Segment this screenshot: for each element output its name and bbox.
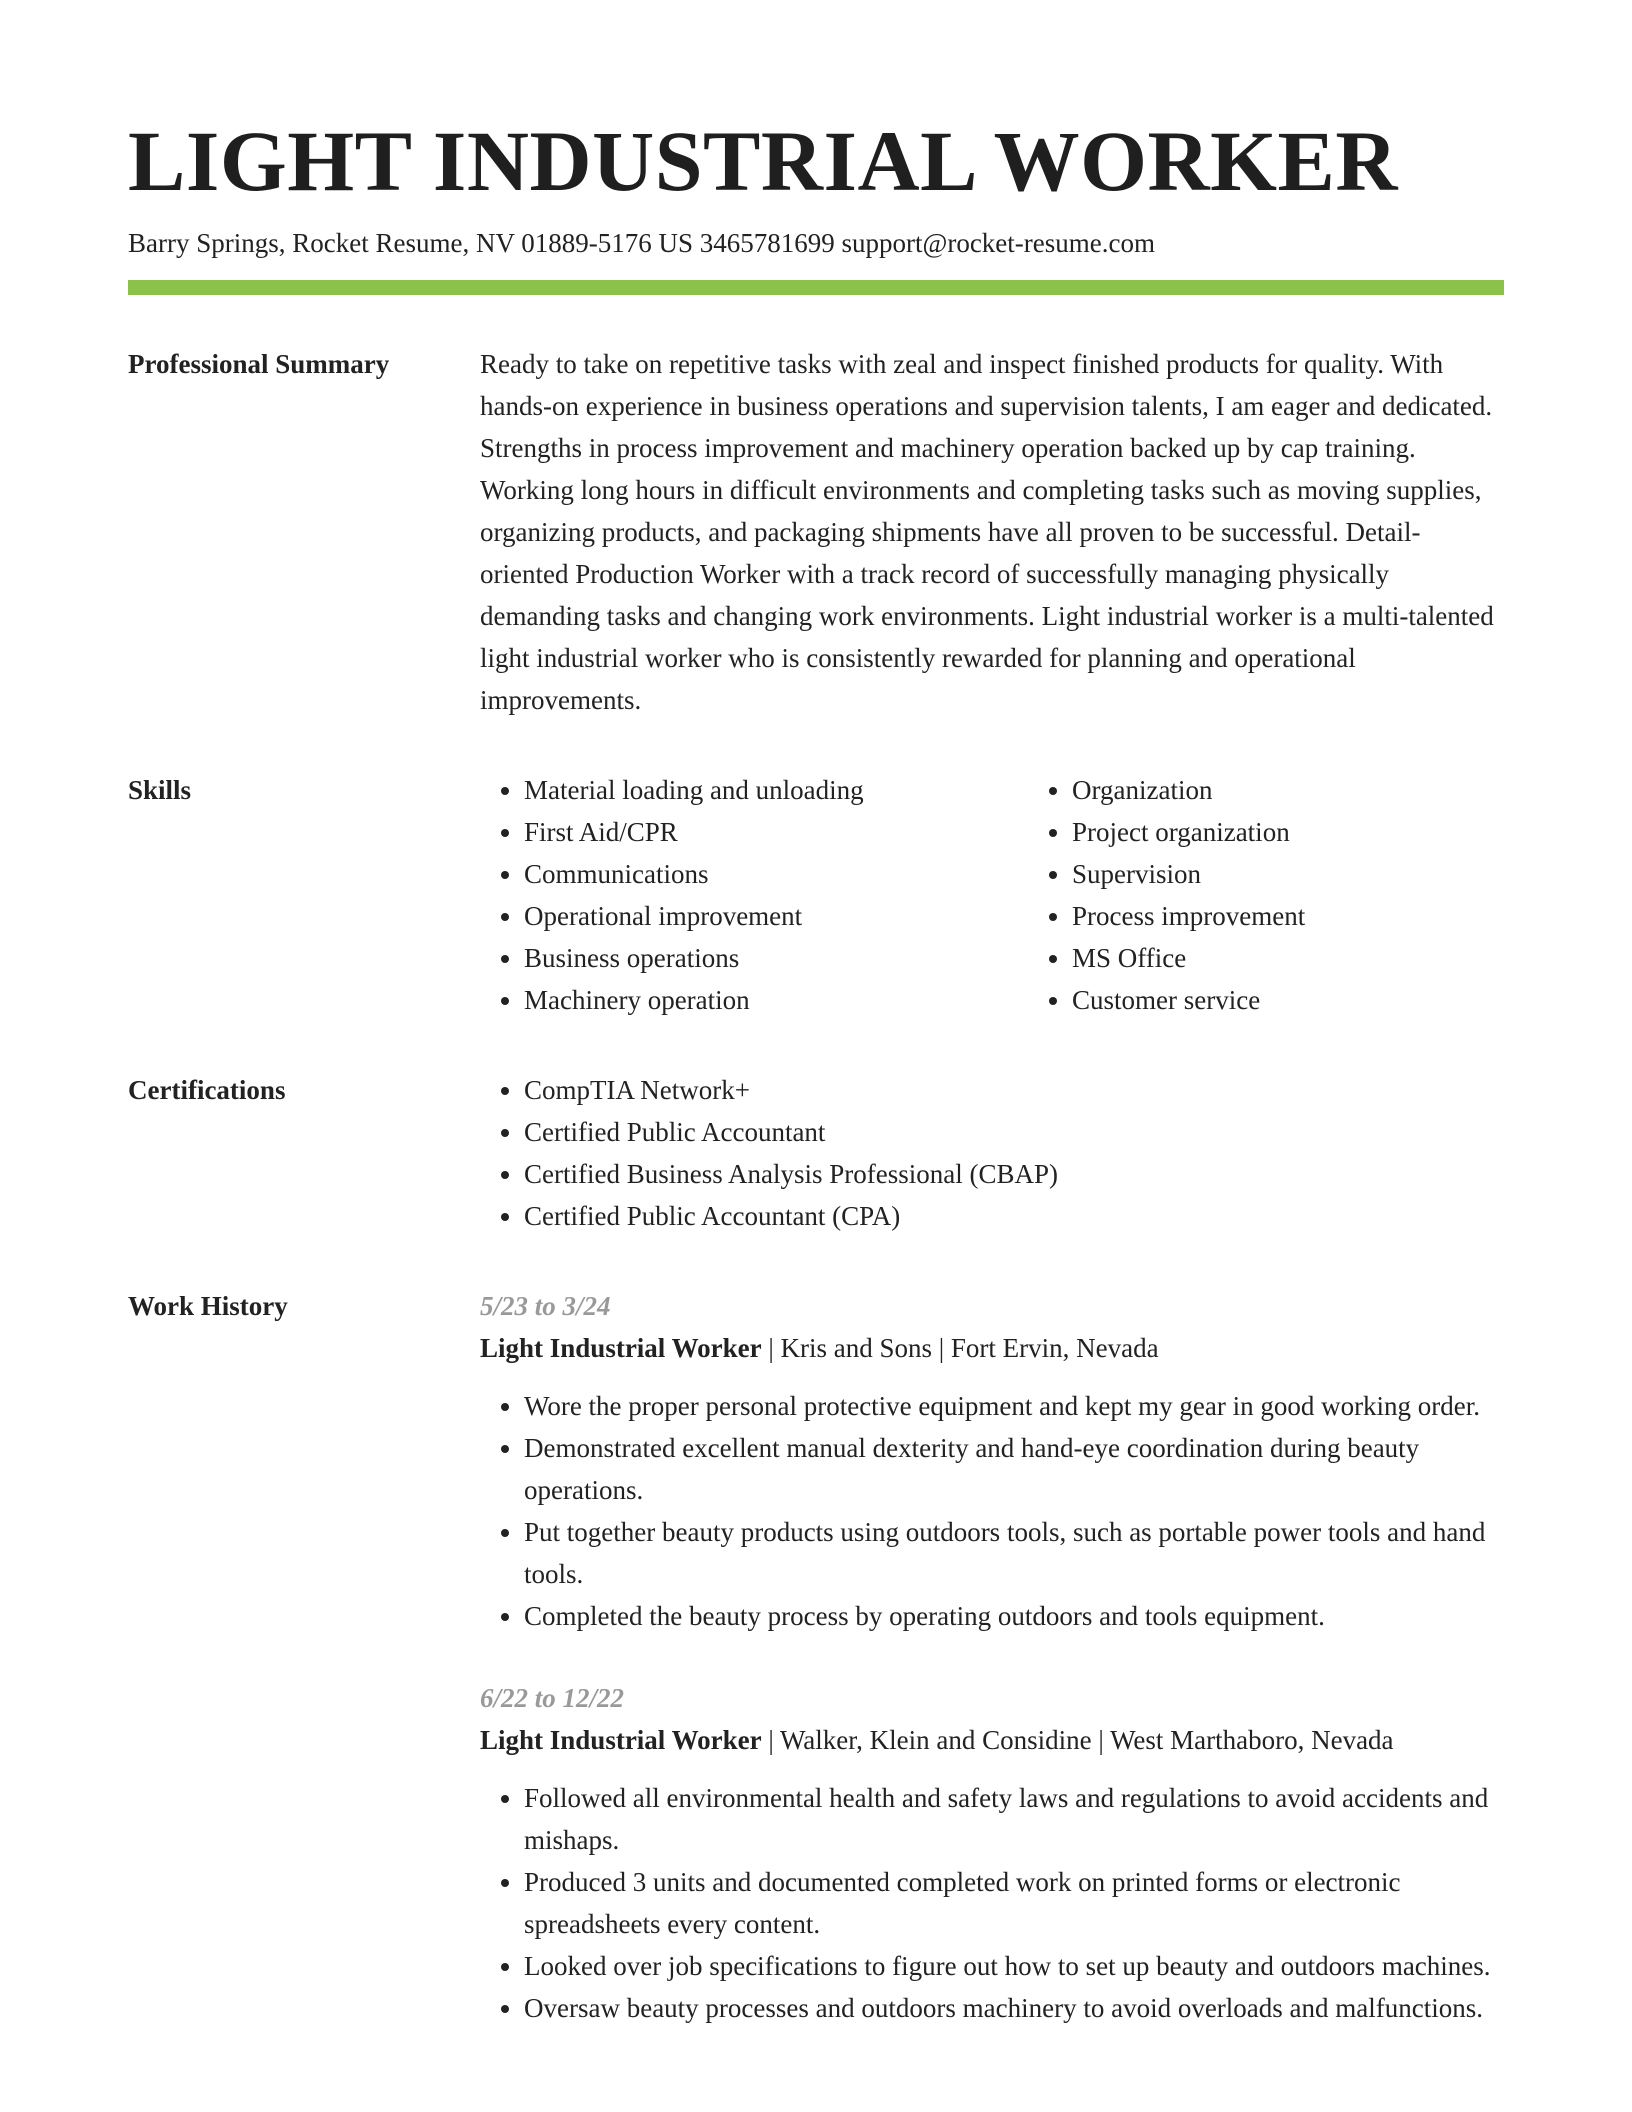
- job-bullet: • Demonstrated excellent manual dexterity and hand-eye coordination during beauty operations.: [524, 1427, 1504, 1511]
- job-bullets: [480, 1385, 1504, 1637]
- skill-item: • MS Office: [1072, 937, 1504, 979]
- section-heading: Certifications: [128, 1075, 286, 1105]
- skill-item: • Operational improvement: [524, 895, 1028, 937]
- contact-info: Barry Springs, Rocket Resume, NV 01889-5176 US 3465781699 support@rocket-resume.com: [128, 228, 1155, 258]
- summary-text: Ready to take on repetitive tasks with zeal and inspect finished products for quality. With hands-on experience in business operations and supervision talents, I am eager and dedicated. Strengths in process improvement and machinery operation backed up by cap training. Working long hours in difficult environments and completing tasks such as moving supplies, organizing products, and packaging shipments have all proven to be successful. Detail-oriented Production Worker with a track record of successfully managing physically demanding tasks and changing work environments. Light industrial worker is a multi-talented light industrial worker who is consistently rewarded for planning and operational improvements.: [480, 349, 1494, 715]
- section-heading: Skills: [128, 775, 192, 805]
- certification-item: • Certified Business Analysis Professional (CBAP): [524, 1153, 1504, 1195]
- job-bullet: • Looked over job specifications to figure out how to set up beauty and outdoors machines.: [524, 1945, 1504, 1987]
- job-dates: 6/22 to 12/22: [480, 1683, 625, 1713]
- job-bullets: [480, 1777, 1504, 2029]
- section-heading: Work History: [128, 1291, 288, 1321]
- certification-item: • Certified Public Accountant: [524, 1111, 1504, 1153]
- job-heading: [480, 1327, 1504, 1369]
- skill-item: • Business operations: [524, 937, 1028, 979]
- skills-section: [128, 769, 1504, 1021]
- certification-item: • Certified Public Accountant (CPA): [524, 1195, 1504, 1237]
- job-employer-location: | Walker, Klein and Considine | West Marthaboro, Nevada: [761, 1725, 1394, 1755]
- skills-list-left: [480, 769, 1028, 1021]
- work-history-section: [128, 1285, 1504, 2029]
- summary-section: [128, 343, 1504, 721]
- job-bullet: • Wore the proper personal protective equipment and kept my gear in good working order.: [524, 1385, 1504, 1427]
- skill-item: • Communications: [524, 853, 1028, 895]
- skill-item: • Organization: [1072, 769, 1504, 811]
- job-bullet: • Put together beauty products using outdoors tools, such as portable power tools and hand tools.: [524, 1511, 1504, 1595]
- job-bullet: • Oversaw beauty processes and outdoors machinery to avoid overloads and malfunctions.: [524, 1987, 1504, 2029]
- skill-item: • Material loading and unloading: [524, 769, 1028, 811]
- certifications-section: [128, 1069, 1504, 1237]
- skill-item: • First Aid/CPR: [524, 811, 1028, 853]
- skills-list-right: [1028, 769, 1504, 1021]
- skill-item: • Machinery operation: [524, 979, 1028, 1021]
- job-bullet: • Completed the beauty process by operating outdoors and tools equipment.: [524, 1595, 1504, 1637]
- job-heading: [480, 1719, 1504, 1761]
- header-divider: [128, 280, 1504, 295]
- job-entry: [480, 1677, 1504, 2029]
- job-bullet: • Followed all environmental health and safety laws and regulations to avoid accidents and mishaps.: [524, 1777, 1504, 1861]
- job-entry: [480, 1285, 1504, 1637]
- job-employer-location: | Kris and Sons | Fort Ervin, Nevada: [761, 1333, 1159, 1363]
- skill-item: • Project organization: [1072, 811, 1504, 853]
- certification-item: • CompTIA Network+: [524, 1069, 1504, 1111]
- job-dates: 5/23 to 3/24: [480, 1291, 611, 1321]
- candidate-name: LIGHT INDUSTRIAL WORKER: [128, 113, 1399, 209]
- section-heading: Professional Summary: [128, 349, 390, 379]
- job-title: Light Industrial Worker: [480, 1333, 762, 1363]
- skill-item: • Process improvement: [1072, 895, 1504, 937]
- certifications-list: [480, 1069, 1504, 1237]
- job-title: Light Industrial Worker: [480, 1725, 762, 1755]
- skill-item: • Supervision: [1072, 853, 1504, 895]
- skill-item: • Customer service: [1072, 979, 1504, 1021]
- job-bullet: • Produced 3 units and documented completed work on printed forms or electronic spreadsheets every content.: [524, 1861, 1504, 1945]
